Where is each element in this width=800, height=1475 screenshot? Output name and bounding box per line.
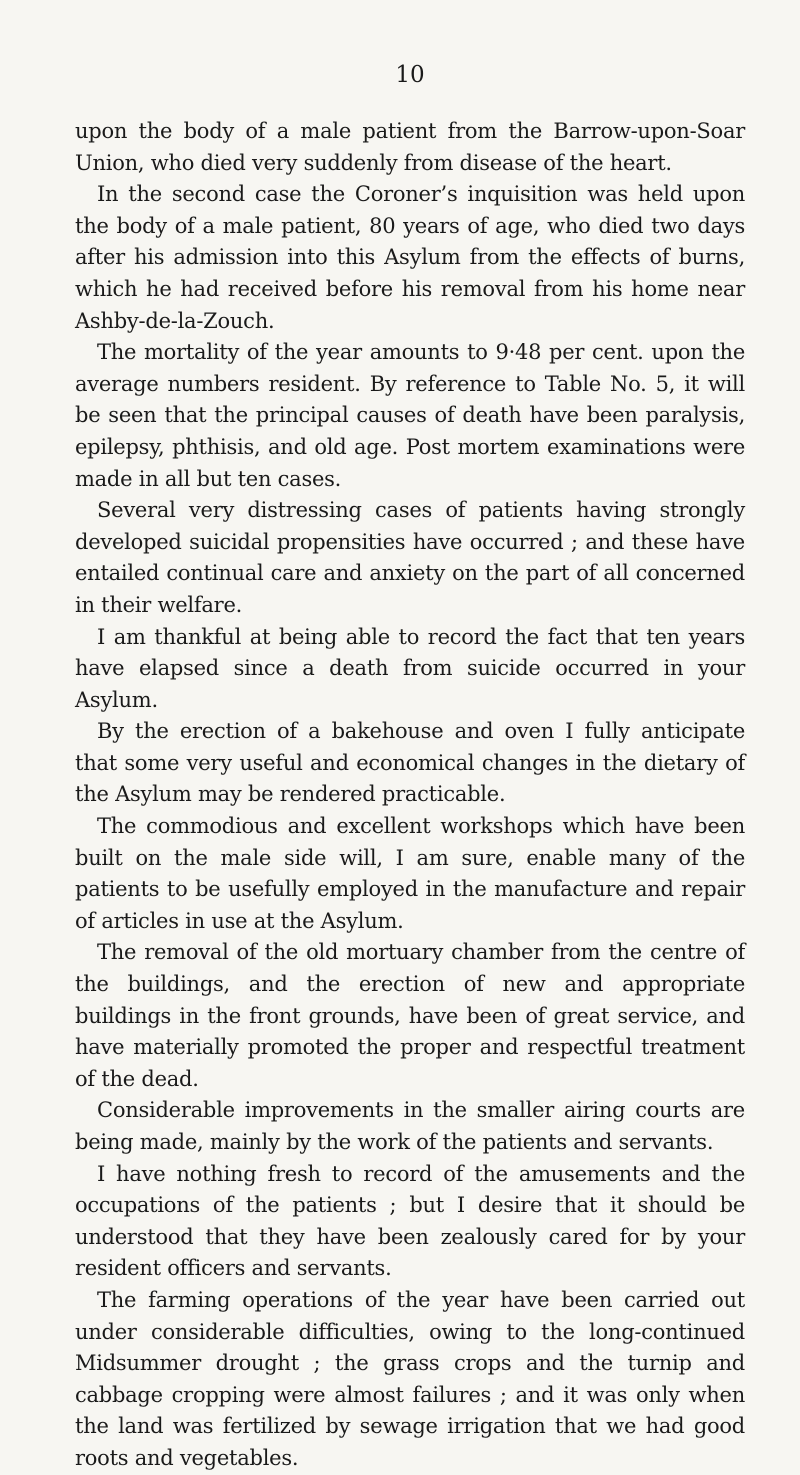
paragraph: Several very distressing cases of patients having strongly developed suicidal propensities have occurred ; and these have entailed continual care and anxiety on the part of all concerned in their welfare. bbox=[75, 498, 745, 617]
body-text bbox=[75, 116, 745, 1475]
paragraph: upon the body of a male patient from the Barrow-upon-Soar Union, who died very suddenly from disease of the heart. bbox=[75, 119, 745, 175]
page-number: 10 bbox=[395, 62, 425, 88]
paragraph: The commodious and excellent workshops which have been built on the male side will, I am sure, enable many of the patients to be usefully employed in the manufacture and repair of articles in use at the Asylum. bbox=[75, 814, 745, 933]
paragraph: By the erection of a bakehouse and oven I fully anticipate that some very useful and economical changes in the dietary of the Asylum may be rendered practicable. bbox=[75, 719, 745, 807]
paragraph: The mortality of the year amounts to 9·48 per cent. upon the average numbers resident. By reference to Table No. 5, it will be seen that the principal causes of death have been paralysis, epilepsy, phthisis, and old age. Post mortem examinations were made in all but ten cases. bbox=[75, 340, 745, 491]
paragraph: Considerable improvements in the smaller airing courts are being made, mainly by the work of the patients and servants. bbox=[75, 1098, 745, 1154]
paragraph: I have nothing fresh to record of the amusements and the occupations of the patients ; but I desire that it should be understood that they have been zealously cared for by your resident officers and servants. bbox=[75, 1161, 745, 1281]
paragraph: The farming operations of the year have been carried out under considerable difficulties, owing to the long-continued Midsummer drought ; the grass crops and the turnip and cabbage cropping were almost failures ; and it was only when the land was fertilized by sewage irrigation that we had good roots and vegetables. bbox=[75, 1287, 745, 1470]
paragraph: I am thankful at being able to record the fact that ten years have elapsed since a death from suicide occurred in your Asylum. bbox=[75, 624, 745, 712]
paragraph: In the second case the Coroner’s inquisition was held upon the body of a male patient, 80 years of age, who died two days after his admission into this Asylum from the effects of burns, which he had received before his removal from his home near Ashby-de-la-Zouch. bbox=[75, 182, 745, 333]
paragraph: The removal of the old mortuary chamber from the centre of the buildings, and the erection of new and appropriate buildings in the front grounds, have been of great service, and have materially promoted the proper and respectful treatment of the dead. bbox=[75, 940, 745, 1091]
